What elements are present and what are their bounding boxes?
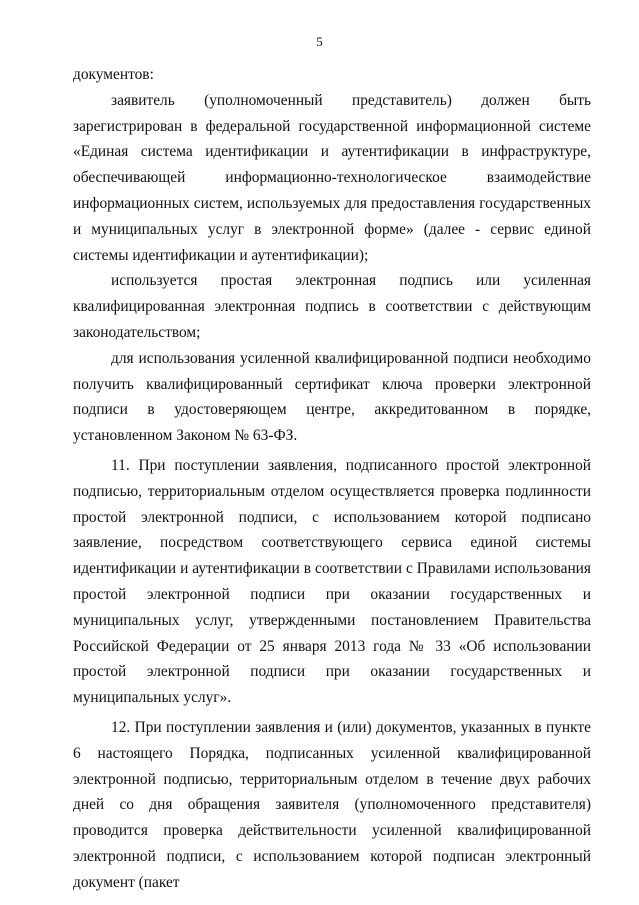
paragraph-signature-type: используется простая электронная подпись или усиленная квалифицированная электронная подпись в соответствии с действующим законодательством; — [73, 272, 591, 341]
paragraph-applicant-registration: заявитель (уполномоченный представитель) должен быть зарегистрирован в федеральной государственной информационной системе «Единая система идентификации и аутентификации в инфраструктуре, обеспечивающей информационно-технологическое взаимодействие информационных систем, используемых для предоставления государственных и муниципальных услуг в электронной форме» (далее - сервис единой системы идентификации и аутентификации); — [73, 91, 591, 264]
paragraph-item-12: 12. При поступлении заявления и (или) документов, указанных в пункте 6 настоящего Порядка, подписанных усиленной квалифицированной электронной подписью, территориальным отделом в течение двух рабочих дней со дня обращения заявителя (уполномоченного представителя) проводится проверка действительности усиленной квалифицированной электронной подписи, с использованием которой подписан электронный документ (пакет — [73, 718, 591, 891]
document-body — [73, 62, 591, 896]
paragraph-continuation: документов: — [73, 66, 154, 83]
page-number: 5 — [316, 34, 323, 49]
paragraph-item-11: 11. При поступлении заявления, подписанного простой электронной подписью, территориальным отделом осуществляется проверка подлинности простой электронной подписи, с использованием которой подписано заявление, посредством соответствующего сервиса единой системы идентификации и аутентификации в соответствии с Правилами использования простой электронной подписи при оказании государственных и муниципальных услуг, утвержденными постановлением Правительства Российской Федерации от 25 января 2013 года № 33 «Об использовании простой электронной подписи при оказании государственных и муниципальных услуг». — [73, 456, 591, 707]
paragraph-certificate: для использования усиленной квалифицированной подписи необходимо получить квалифицированный сертификат ключа проверки электронной подписи в удостоверяющем центре, аккредитованном в порядке, установленном Законом № 63-ФЗ. — [73, 349, 591, 445]
